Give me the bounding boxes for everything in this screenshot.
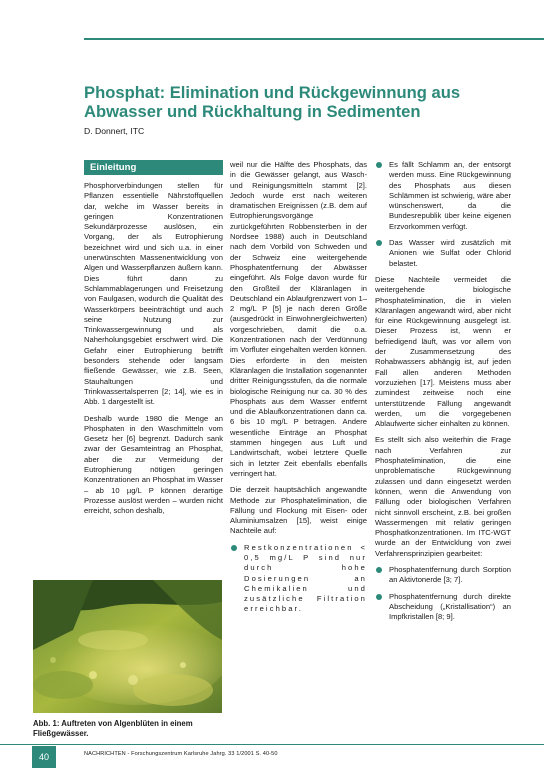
list-item	[375, 160, 511, 232]
algae-bloom-illustration	[33, 580, 222, 713]
list-item-text: Restkonzentrationen < 0,5 mg/L P sind nur durch hohe Dosierungen an Chemikalien und zusätzliche Filtration erreichbar.	[244, 542, 367, 614]
bullet-icon	[376, 240, 382, 246]
column-3	[375, 160, 511, 628]
footer-journal: NACHRICHTEN - Forschungszentrum Karlsruhe Jahrg. 33 1/2001 S. 40-50	[84, 751, 278, 757]
list-item-text: Phosphatentfernung durch direkte Abscheidung („Kristallisation“) an Impfkristallen [8; 9].	[389, 591, 511, 622]
paragraph: Diese Nachteile vermeidet die weitergehende biologische Phosphatelimination, die in vielen Kläranlagen angewandt wird, aber nicht für eine Rückgewinnung ausgelegt ist. Dieser Prozess ist, wenn er befriedigend läuft, was vor allem von der Zusammensetzung des Rohabwassers abhängig ist, auf jeden Fall allen anderen Methoden vorzuziehen [17]. Meistens muss aber zumindest zeitweise noch eine unterstützende Fällung angewandt werden, um die vorgegebenen Ablaufwerte sicher einhalten zu können.	[375, 274, 511, 429]
paragraph: Die derzeit hauptsächlich angewandte Methode zur Phosphatelimination, die Fällung und Flockung mit Eisen- oder Aluminiumsalzen [15], weist einige Nachteile auf:	[230, 485, 367, 536]
bullet-icon	[376, 162, 382, 168]
bottom-rule	[0, 744, 544, 745]
list-item	[375, 238, 511, 269]
list-item-text: Das Wasser wird zusätzlich mit Anionen wie Sulfat oder Chlorid belastet.	[389, 238, 511, 268]
paragraph: Es stellt sich also weiterhin die Frage nach Verfahren zur Phosphatelimination, die eine unproblematische Rückgewinnung zulassen und dann eingesetzt werden können, wenn die Anwendung von Fällung oder biologischen Verfahren nicht sinnvoll erscheint, z.B. bei großen Wassermengen mit relativ geringen Phosphatkonzentrationen. Im ITC-WGT wurde an der Entwicklung von zwei Verfahrensprinzipien gearbeitet:	[375, 435, 511, 558]
bullet-icon	[231, 545, 237, 551]
page-number: 40	[32, 746, 56, 768]
article-author: D. Donnert, ITC	[84, 126, 145, 136]
column-1	[84, 160, 223, 523]
algae-bloom-photo	[33, 580, 222, 713]
list-item	[230, 543, 367, 615]
bullet-icon	[376, 594, 382, 600]
bullet-icon	[376, 567, 382, 573]
article-title: Phosphat: Elimination und Rückgewinnung aus Abwasser und Rückhaltung in Sedimenten	[84, 83, 461, 121]
list-item	[375, 592, 511, 623]
list-item-text: Es fällt Schlamm an, der entsorgt werden muss. Eine Rückgewinnung des Phosphats aus diesen Schlämmen ist schwierig, wäre aber wünschenswert, da die Bundesrepublik über keine eigenen Erzvorkommen verfügt.	[389, 160, 511, 231]
paragraph: weil nur die Hälfte des Phosphats, das in die Gewässer gelangt, aus Wasch- und Reinigungsmitteln stammt [2]. Jedoch wurde erst nach weiteren dramatischen Ereignissen (z.B. dem auf Eutrophierungsvorgänge zurückgeführten Robbensterben in der Nordsee 1988) auch in Deutschland nach dem Vorbild von Schweden und der Schweiz eine weitergehende Phosphatentfernung der Abwässer eingeführt. Als Folge davon wurde für den Großteil der Kläranlagen in Deutschland ein Ablaufgrenzwert von 1–2 mg/L P [5] je nach deren Größe (ausgedrückt in Einwohnergleichwerten) vorgeschrieben, damit die o.a. Konzentrationen nach der Verdünnung im Vorfluter eingehalten werden können. Dies erforderte in den meisten Kläranlagen die Installation sogenannter dritter Reinigungsstufen, da die normale biologische Reinigung nur ca. 30 % des Phosphats aus dem Wasser entfernt und die Ablaufkonzentrationen dann ca. 6 bis 10 mg/L P betragen. Andere wesentliche Einträge an Phosphat stammen hingegen aus Luft und Landwirtschaft, wobei letztere Quelle sich in letzter Zeit ebenfalls ebenfalls verringert hat.	[230, 160, 367, 478]
paragraph: Deshalb wurde 1980 die Menge an Phosphaten in den Waschmitteln vom Gesetz her [6] begrenzt. Dadurch sank zwar der Gesamteintrag an Phosphat, aber die zur Vermeidung der Eutrophierung nötigen geringen Konzentrationen an Phosphat im Wasser – ab 10 µg/L P können derartige Prozesse auslöst werden – wurden nicht erreicht, schon deshalb,	[84, 413, 223, 516]
section-heading: Einleitung	[84, 160, 223, 175]
column-2	[230, 160, 367, 621]
top-rule	[84, 38, 544, 40]
paragraph: Phosphorverbindungen stellen für Pflanzen essentielle Nährstoffquellen dar, welche im Wasser bereits in geringen Konzentrationen Sekundärprozesse auslösen, ein Vorgang, der als Eutrophierung bezeichnet wird und sich u.a. in einer unerwünschten Massenentwicklung von Algen und Wasserpflanzen äußern kann. Dies führt dann zu Schlammablagerungen und Freisetzung von Faulgasen, wodurch die Qualität des Wasserkörpers beeinträchtigt und auch seine Nutzung zur Trinkwassergewinnung und als Naherholungsgebiet erschwert wird. Die Gefahr einer Eutrophierung betrifft besonders stehende oder langsam fließende Gewässer, wie z.B. Seen, Stauhaltungen und Trinkwassertalsperren [2; 14], wie es in Abb. 1 dargestellt ist.	[84, 181, 223, 407]
list-item-text: Phosphatentfernung durch Sorption an Aktivtonerde [3; 7].	[389, 564, 511, 585]
figure-caption: Abb. 1: Auftreten von Algenblüten in einem Fließgewässer.	[33, 719, 193, 738]
list-item	[375, 565, 511, 586]
